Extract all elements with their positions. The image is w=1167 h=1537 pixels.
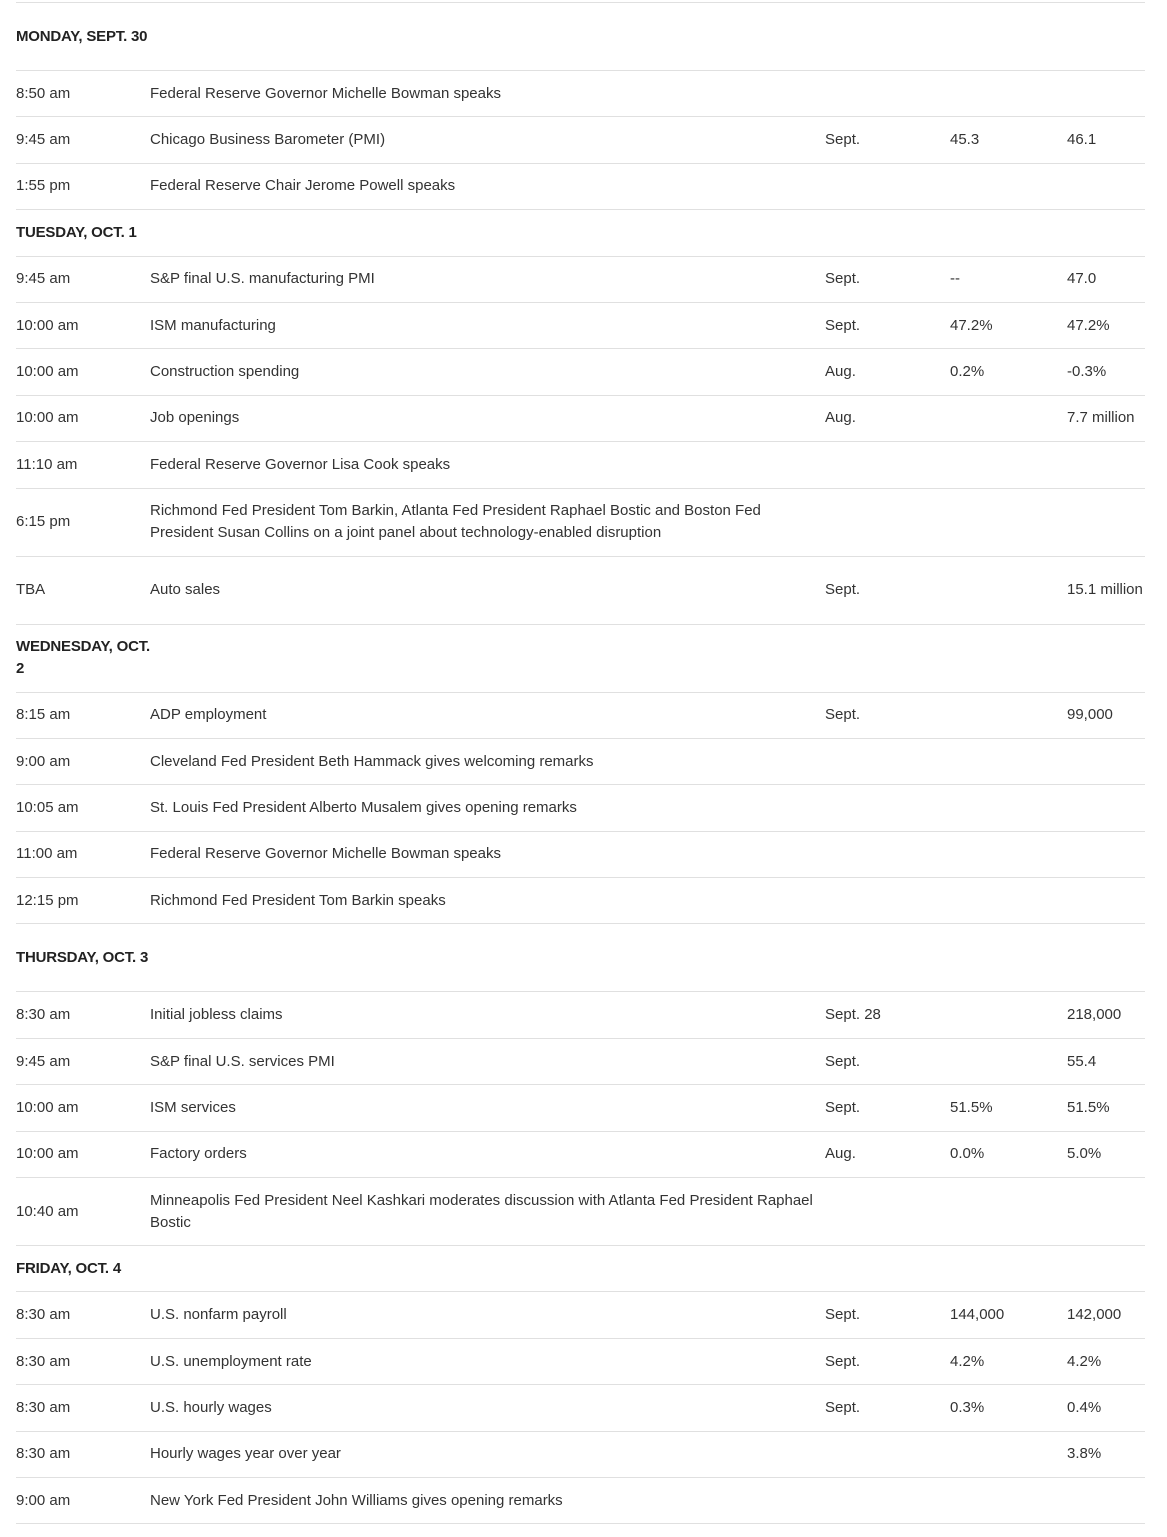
event-time: 10:00 am bbox=[16, 316, 79, 334]
event-period: Sept. bbox=[825, 270, 861, 288]
event-period: Aug. bbox=[825, 1145, 856, 1163]
event-period: Sept. bbox=[825, 1052, 861, 1070]
event-name: Factory orders bbox=[150, 1145, 247, 1163]
event-time: 12:15 pm bbox=[16, 891, 79, 909]
event-time: 6:15 pm bbox=[16, 513, 71, 531]
day-label: WEDNESDAY, OCT. 2 bbox=[16, 638, 150, 678]
event-name: Richmond Fed President Tom Barkin speaks bbox=[150, 891, 446, 909]
event-previous: 99,000 bbox=[1067, 706, 1113, 724]
event-period: Sept. bbox=[825, 1398, 861, 1416]
event-row bbox=[16, 1385, 1145, 1431]
event-name: Minneapolis Fed President Neel Kashkari moderates discussion with Atlanta Fed President Raphael Bostic bbox=[150, 1191, 813, 1231]
event-forecast: 0.0% bbox=[950, 1145, 985, 1163]
event-time: 10:00 am bbox=[16, 363, 79, 381]
event-forecast: 47.2% bbox=[950, 316, 993, 334]
economic-calendar-table bbox=[16, 2, 1145, 1524]
event-time: 8:30 am bbox=[16, 1352, 71, 1370]
event-row bbox=[16, 1432, 1145, 1478]
day-header-row bbox=[16, 210, 1145, 256]
event-row bbox=[16, 832, 1145, 878]
event-period: Aug. bbox=[825, 363, 856, 381]
event-time: 11:00 am bbox=[16, 845, 78, 863]
event-row bbox=[16, 1339, 1145, 1385]
event-row bbox=[16, 557, 1145, 625]
event-name: S&P final U.S. manufacturing PMI bbox=[150, 270, 375, 288]
event-previous: 3.8% bbox=[1067, 1445, 1102, 1463]
event-forecast: 0.3% bbox=[950, 1398, 985, 1416]
event-row bbox=[16, 1039, 1145, 1085]
event-time: 11:10 am bbox=[16, 455, 78, 473]
event-time: TBA bbox=[16, 581, 46, 599]
event-row bbox=[16, 1178, 1145, 1246]
event-period: Sept. 28 bbox=[825, 1006, 881, 1024]
event-name: ISM services bbox=[150, 1098, 236, 1116]
event-previous: 5.0% bbox=[1067, 1145, 1102, 1163]
day-header-row bbox=[16, 924, 1145, 992]
event-name: S&P final U.S. services PMI bbox=[150, 1052, 335, 1070]
day-header-row bbox=[16, 1246, 1145, 1292]
event-row bbox=[16, 257, 1145, 303]
event-previous: 4.2% bbox=[1067, 1352, 1102, 1370]
event-period: Sept. bbox=[825, 1306, 861, 1324]
event-name: U.S. nonfarm payroll bbox=[150, 1306, 287, 1324]
day-label: FRIDAY, OCT. 4 bbox=[16, 1259, 122, 1277]
event-row bbox=[16, 396, 1145, 442]
event-period: Sept. bbox=[825, 1352, 861, 1370]
event-previous: 46.1 bbox=[1067, 131, 1097, 149]
event-name: Richmond Fed President Tom Barkin, Atlanta Fed President Raphael Bostic and Boston Fed President Susan Collins on a joint panel about technology-enabled disruption bbox=[150, 502, 761, 542]
event-forecast: -- bbox=[950, 270, 960, 288]
event-period: Sept. bbox=[825, 316, 861, 334]
event-row bbox=[16, 442, 1145, 488]
event-row bbox=[16, 349, 1145, 395]
event-name: Federal Reserve Governor Michelle Bowman speaks bbox=[150, 845, 501, 863]
event-forecast: 45.3 bbox=[950, 131, 980, 149]
event-name: U.S. unemployment rate bbox=[150, 1352, 312, 1370]
event-row bbox=[16, 489, 1145, 557]
event-row bbox=[16, 739, 1145, 785]
event-previous: 0.4% bbox=[1067, 1398, 1102, 1416]
event-time: 8:30 am bbox=[16, 1306, 71, 1324]
event-name: Auto sales bbox=[150, 581, 221, 599]
event-time: 8:30 am bbox=[16, 1398, 71, 1416]
event-name: ADP employment bbox=[150, 706, 267, 724]
event-period: Aug. bbox=[825, 409, 856, 427]
event-name: Construction spending bbox=[150, 363, 300, 381]
event-name: ISM manufacturing bbox=[150, 316, 276, 334]
event-period: Sept. bbox=[825, 131, 861, 149]
day-header-row bbox=[16, 3, 1145, 71]
event-period: Sept. bbox=[825, 1098, 861, 1116]
event-forecast: 0.2% bbox=[950, 363, 985, 381]
event-row bbox=[16, 992, 1145, 1038]
event-row bbox=[16, 1132, 1145, 1178]
event-time: 10:00 am bbox=[16, 1145, 79, 1163]
event-time: 8:15 am bbox=[16, 706, 71, 724]
event-name: Job openings bbox=[150, 409, 240, 427]
event-row bbox=[16, 303, 1145, 349]
day-header-row bbox=[16, 625, 1145, 693]
event-previous: 47.0 bbox=[1067, 270, 1097, 288]
event-time: 10:00 am bbox=[16, 1098, 79, 1116]
day-label: MONDAY, SEPT. 30 bbox=[16, 27, 148, 45]
event-name: Federal Reserve Chair Jerome Powell speaks bbox=[150, 177, 456, 195]
event-row bbox=[16, 878, 1145, 924]
event-time: 1:55 pm bbox=[16, 177, 71, 195]
event-time: 10:40 am bbox=[16, 1202, 79, 1220]
event-previous: 51.5% bbox=[1067, 1098, 1110, 1116]
event-time: 8:50 am bbox=[16, 84, 71, 102]
event-name: Federal Reserve Governor Lisa Cook speaks bbox=[150, 455, 451, 473]
event-time: 8:30 am bbox=[16, 1006, 71, 1024]
event-previous: -0.3% bbox=[1067, 363, 1107, 381]
event-row bbox=[16, 693, 1145, 739]
event-previous: 47.2% bbox=[1067, 316, 1110, 334]
event-previous: 142,000 bbox=[1067, 1306, 1122, 1324]
event-time: 9:00 am bbox=[16, 752, 71, 770]
day-label: THURSDAY, OCT. 3 bbox=[16, 948, 149, 966]
event-forecast: 144,000 bbox=[950, 1306, 1005, 1324]
event-name: Chicago Business Barometer (PMI) bbox=[150, 131, 386, 149]
event-previous: 7.7 million bbox=[1067, 409, 1135, 427]
event-time: 8:30 am bbox=[16, 1445, 71, 1463]
event-previous: 218,000 bbox=[1067, 1006, 1122, 1024]
event-row bbox=[16, 1478, 1145, 1524]
event-row bbox=[16, 117, 1145, 163]
event-name: Hourly wages year over year bbox=[150, 1445, 341, 1463]
event-time: 9:00 am bbox=[16, 1491, 71, 1509]
event-row bbox=[16, 1292, 1145, 1338]
event-row bbox=[16, 785, 1145, 831]
event-name: U.S. hourly wages bbox=[150, 1398, 272, 1416]
event-name: Federal Reserve Governor Michelle Bowman speaks bbox=[150, 84, 501, 102]
event-time: 9:45 am bbox=[16, 1052, 71, 1070]
event-time: 9:45 am bbox=[16, 270, 71, 288]
event-time: 10:05 am bbox=[16, 798, 79, 816]
event-time: 10:00 am bbox=[16, 409, 79, 427]
event-time: 9:45 am bbox=[16, 131, 71, 149]
event-forecast: 51.5% bbox=[950, 1098, 993, 1116]
event-period: Sept. bbox=[825, 706, 861, 724]
event-previous: 15.1 million bbox=[1067, 581, 1143, 599]
event-name: New York Fed President John Williams gives opening remarks bbox=[150, 1491, 563, 1509]
event-name: St. Louis Fed President Alberto Musalem gives opening remarks bbox=[150, 798, 577, 816]
event-row bbox=[16, 71, 1145, 117]
event-row bbox=[16, 1085, 1145, 1131]
day-label: TUESDAY, OCT. 1 bbox=[16, 223, 137, 241]
event-forecast: 4.2% bbox=[950, 1352, 985, 1370]
event-name: Cleveland Fed President Beth Hammack gives welcoming remarks bbox=[150, 752, 594, 770]
event-period: Sept. bbox=[825, 581, 861, 599]
event-row bbox=[16, 164, 1145, 210]
event-previous: 55.4 bbox=[1067, 1052, 1097, 1070]
event-name: Initial jobless claims bbox=[150, 1006, 283, 1024]
